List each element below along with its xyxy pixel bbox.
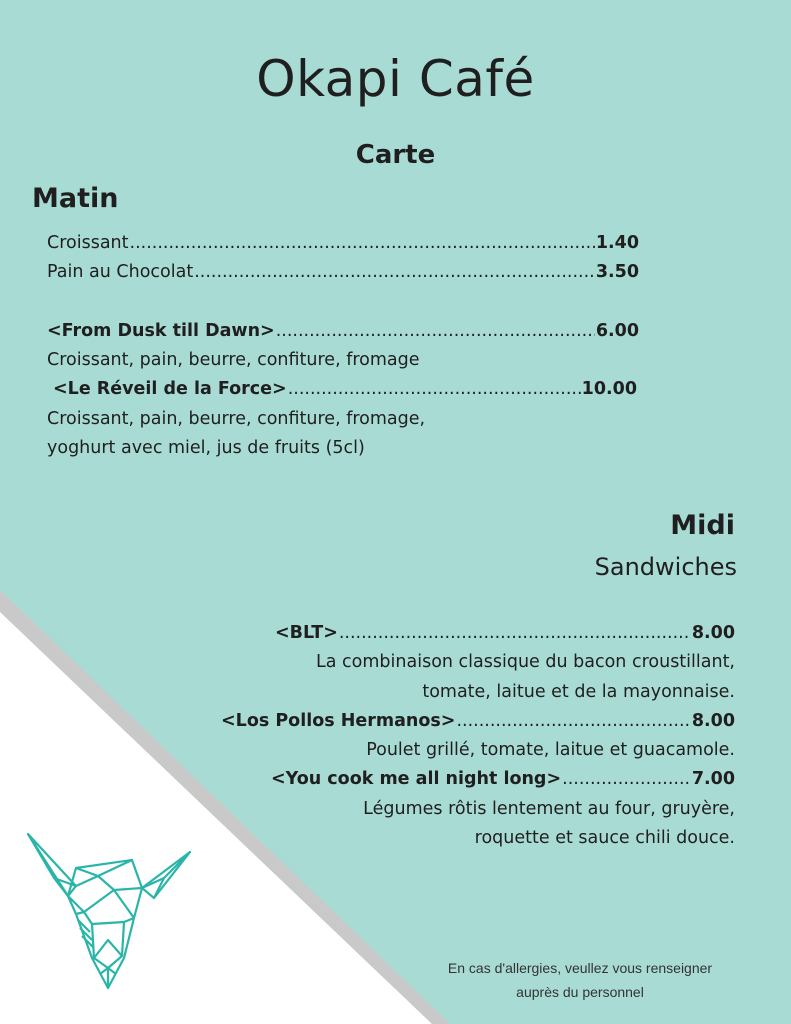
page-title: Okapi Café [256, 50, 535, 108]
menu-item [47, 317, 639, 346]
dot-leader [276, 317, 595, 346]
allergy-notice-line: auprès du personnel [516, 984, 644, 1000]
item-name: Croissant [47, 233, 129, 253]
section-heading-matin: Matin [32, 183, 119, 214]
dot-leader [130, 229, 595, 258]
item-price: 1.40 [595, 233, 639, 253]
item-price: 8.00 [691, 710, 735, 731]
item-description: La combinaison classique du bacon croustillant, [316, 652, 735, 673]
item-name: <You cook me all night long> [271, 769, 562, 790]
menu-item [47, 229, 639, 258]
menu-item [271, 765, 735, 794]
dot-leader [456, 707, 690, 736]
item-description: yoghurt avec miel, jus de fruits (5cl) [47, 438, 365, 459]
item-name: Pain au Chocolat [47, 262, 194, 283]
item-description: tomate, laitue et de la mayonnaise. [422, 681, 735, 702]
item-price: 3.50 [595, 262, 639, 283]
spacer [47, 288, 647, 317]
dot-leader [562, 765, 691, 794]
item-price: 8.00 [691, 623, 735, 643]
matin-menu [47, 229, 647, 463]
dot-leader [288, 375, 581, 404]
dot-leader [194, 258, 595, 287]
item-name: <Le Réveil de la Force> [53, 379, 287, 400]
item-description: roquette et sauce chili douce. [474, 828, 735, 849]
okapi-head-icon [24, 828, 196, 998]
item-description: Légumes rôtis lentement au four, gruyère, [363, 798, 735, 819]
item-description: Croissant, pain, beurre, confiture, fromage, [47, 408, 426, 429]
section-subheading-sandwiches: Sandwiches [594, 553, 737, 581]
item-name: <BLT> [275, 623, 338, 643]
dot-leader [339, 619, 691, 648]
menu-item [221, 707, 735, 736]
allergy-notice-line: En cas d'allergies, veullez vous renseigner [447, 960, 713, 976]
menu-subtitle: Carte [355, 140, 436, 170]
section-heading-midi: Midi [670, 510, 735, 541]
item-price: 6.00 [595, 320, 639, 341]
item-name: <From Dusk till Dawn> [47, 320, 275, 341]
item-description: Poulet grillé, tomate, laitue et guacamole. [366, 740, 735, 761]
menu-item [275, 619, 735, 648]
allergy-notice [408, 956, 752, 1004]
menu-item [47, 258, 639, 287]
item-price: 10.00 [581, 379, 637, 400]
midi-menu [195, 619, 735, 853]
item-price: 7.00 [691, 769, 735, 790]
menu-item [47, 375, 637, 404]
item-description: Croissant, pain, beurre, confiture, fromage [47, 350, 420, 371]
item-name: <Los Pollos Hermanos> [221, 710, 456, 731]
